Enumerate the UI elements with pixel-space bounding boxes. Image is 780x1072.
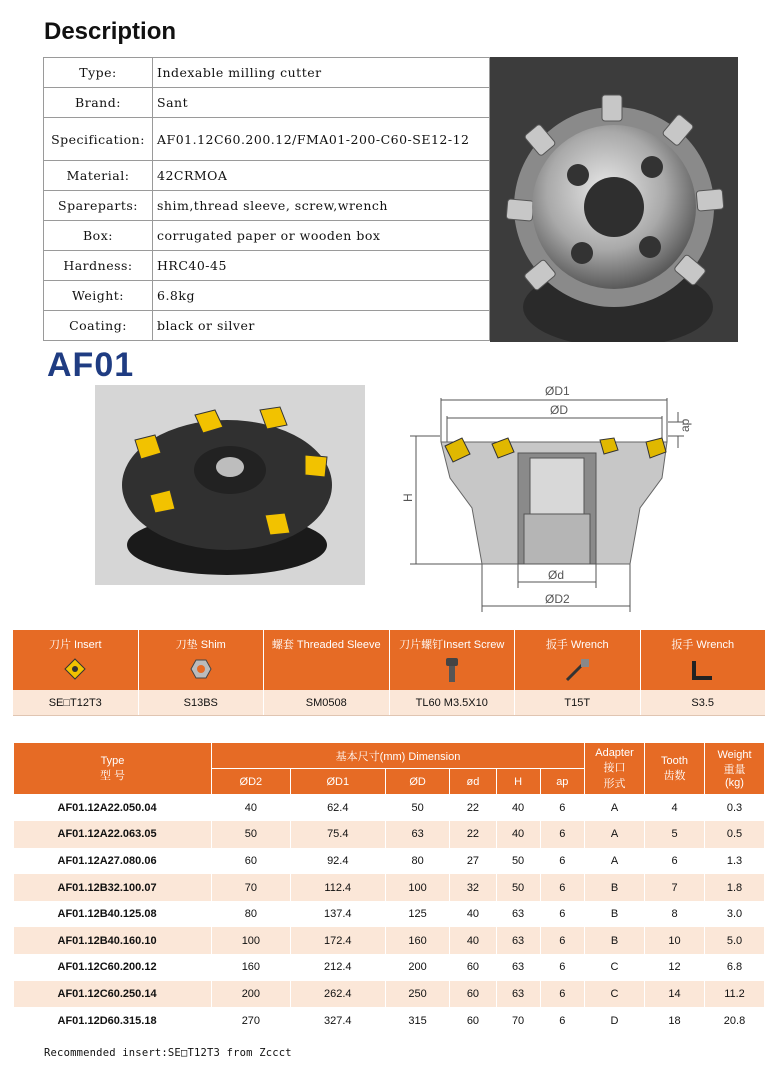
value-cell: 50 [212,821,291,848]
type-header [14,743,212,795]
type-cell: AF01.12C60.200.12 [14,954,212,981]
desc-key: Material: [44,161,153,191]
desc-value: corrugated paper or wooden box [153,221,490,251]
value-cell: 112.4 [290,874,385,901]
value-cell: A [585,848,645,875]
value-cell: 6 [645,848,705,875]
sub-header: ap [540,769,584,795]
value-cell: 270 [212,1007,291,1034]
adapter-header-cn1: 接口 [603,761,626,774]
value-cell: 70 [212,874,291,901]
desc-key: Brand: [44,88,153,118]
parts-header: 刀垫 Shim [175,639,226,651]
value-cell: 63 [496,954,540,981]
value-cell: D [585,1007,645,1034]
desc-key: Box: [44,221,153,251]
value-cell: B [585,927,645,954]
value-cell: A [585,821,645,848]
type-cell: AF01.12B40.125.08 [14,901,212,928]
desc-value: HRC40-45 [153,251,490,281]
desc-row [44,221,490,251]
desc-row [44,58,490,88]
value-cell: 40 [496,795,540,822]
value-cell: B [585,874,645,901]
type-cell: AF01.12A27.080.06 [14,848,212,875]
shim-icon [190,658,212,680]
table-row [14,954,765,981]
value-cell: 160 [385,927,450,954]
part-value: S13BS [139,690,265,715]
value-cell: 172.4 [290,927,385,954]
table-row [14,795,765,822]
value-cell: 20.8 [705,1007,765,1034]
type-cell: AF01.12B40.160.10 [14,927,212,954]
value-cell: 250 [385,981,450,1008]
value-cell: 6 [540,795,584,822]
value-cell: 327.4 [290,1007,385,1034]
desc-value: 6.8kg [153,281,490,311]
adapter-header [585,743,645,795]
value-cell: 5 [645,821,705,848]
label-small-d: Ød [548,568,565,582]
footnote: Recommended insert:SE□T12T3 from Zccct [44,1047,292,1059]
value-cell: A [585,795,645,822]
value-cell: 40 [450,927,496,954]
value-cell: 0.5 [705,821,765,848]
value-cell: 63 [496,901,540,928]
desc-row [44,118,490,161]
cutter-render-image [95,385,365,585]
value-cell: 12 [645,954,705,981]
tooth-header-cn: 齿数 [663,769,686,782]
table-row [14,901,765,928]
value-cell: 1.3 [705,848,765,875]
part-value: SM0508 [264,690,390,715]
weight-unit: (kg) [725,776,744,789]
value-cell: C [585,954,645,981]
value-cell: 6 [540,874,584,901]
desc-value: 42CRMOA [153,161,490,191]
value-cell: 6 [540,954,584,981]
spare-parts-table [13,630,765,716]
desc-row [44,191,490,221]
value-cell: 315 [385,1007,450,1034]
value-cell: 160 [212,954,291,981]
table-row [14,1007,765,1034]
value-cell: C [585,981,645,1008]
value-cell: 22 [450,821,496,848]
value-cell: 262.4 [290,981,385,1008]
value-cell: 125 [385,901,450,928]
desc-row [44,88,490,118]
parts-header: 扳手 Wrench [671,639,735,651]
label-ap: ap [678,418,692,432]
value-cell: 1.8 [705,874,765,901]
value-cell: 50 [385,795,450,822]
value-cell: 80 [212,901,291,928]
value-cell: 10 [645,927,705,954]
value-cell: 60 [450,954,496,981]
desc-value: Sant [153,88,490,118]
part-value: SE□T12T3 [13,690,139,715]
table-row [14,874,765,901]
parts-col-wrench-2 [641,630,766,690]
parts-col-sleeve [264,630,390,690]
type-cell: AF01.12C60.250.14 [14,981,212,1008]
value-cell: 40 [496,821,540,848]
value-cell: 6 [540,927,584,954]
value-cell: 137.4 [290,901,385,928]
label-h: H [401,493,415,502]
value-cell: 14 [645,981,705,1008]
value-cell: 7 [645,874,705,901]
value-cell: 4 [645,795,705,822]
value-cell: 18 [645,1007,705,1034]
value-cell: B [585,901,645,928]
value-cell: 6 [540,1007,584,1034]
desc-row [44,251,490,281]
sub-header: ØD2 [212,769,291,795]
type-cell: AF01.12A22.063.05 [14,821,212,848]
weight-header-en: Weight [717,748,752,761]
sub-header: ød [450,769,496,795]
parts-col-screw [390,630,516,690]
desc-key: Type: [44,58,153,88]
tooth-header [645,743,705,795]
label-d2: ØD2 [545,592,570,606]
value-cell: 60 [212,848,291,875]
value-cell: 40 [212,795,291,822]
parts-header: 螺套 Threaded Sleeve [271,639,381,651]
parts-header: 刀片螺钉Insert Screw [399,639,505,651]
value-cell: 6 [540,821,584,848]
value-cell: 32 [450,874,496,901]
value-cell: 200 [212,981,291,1008]
value-cell: 50 [496,848,540,875]
table-row [14,848,765,875]
value-cell: 8 [645,901,705,928]
desc-row [44,161,490,191]
desc-row [44,311,490,341]
value-cell: 63 [496,981,540,1008]
dimension-diagram [400,378,700,616]
value-cell: 6.8 [705,954,765,981]
desc-value: black or silver [153,311,490,341]
desc-key: Coating: [44,311,153,341]
value-cell: 60 [450,981,496,1008]
adapter-header-en: Adapter [595,746,634,759]
sub-header: ØD [385,769,450,795]
specification-table [13,742,765,1034]
value-cell: 62.4 [290,795,385,822]
value-cell: 27 [450,848,496,875]
dimension-header: 基本尺寸(mm) Dimension [212,743,585,769]
type-header-en: Type [100,754,125,767]
product-photo [490,57,738,342]
insert-icon [64,658,86,680]
parts-col-shim [139,630,265,690]
value-cell: 60 [450,1007,496,1034]
parts-header: 扳手 Wrench [545,639,609,651]
value-cell: 70 [496,1007,540,1034]
desc-row [44,281,490,311]
weight-header [705,743,765,795]
model-title: AF01 [47,346,135,384]
desc-value: Indexable milling cutter [153,58,490,88]
sub-header: ØD1 [290,769,385,795]
part-value: TL60 M3.5X10 [390,690,516,715]
part-value: S3.5 [691,697,715,709]
value-cell: 22 [450,795,496,822]
value-cell: 6 [540,981,584,1008]
torx-wrench-icon [563,658,591,682]
adapter-header-cn2: 形式 [603,777,626,790]
value-cell: 50 [496,874,540,901]
label-d1: ØD1 [545,384,570,398]
value-cell: 3.0 [705,901,765,928]
value-cell: 6 [540,848,584,875]
label-d: ØD [550,403,568,417]
type-header-cn: 型 号 [99,769,126,782]
table-row [14,821,765,848]
value-cell: 100 [212,927,291,954]
table-row [14,981,765,1008]
value-cell: 212.4 [290,954,385,981]
value-cell: 75.4 [290,821,385,848]
desc-key: Hardness: [44,251,153,281]
desc-value: shim,thread sleeve, screw,wrench [153,191,490,221]
screw-icon [444,658,460,684]
desc-key: Weight: [44,281,153,311]
desc-key: Spareparts: [44,191,153,221]
value-cell: 100 [385,874,450,901]
value-cell: 200 [385,954,450,981]
hex-wrench-icon [690,658,716,682]
weight-header-cn: 重量 [723,763,746,776]
value-cell: 11.2 [705,981,765,1008]
page-heading: Description [44,18,177,45]
desc-key: Specification: [44,118,153,161]
value-cell: 6 [540,901,584,928]
value-cell: 40 [450,901,496,928]
type-cell: AF01.12B32.100.07 [14,874,212,901]
description-table [43,57,490,341]
parts-header: 刀片 Insert [48,639,102,651]
value-cell: 63 [385,821,450,848]
table-row [14,927,765,954]
tooth-header-en: Tooth [661,754,688,767]
sub-header: H [496,769,540,795]
type-cell: AF01.12D60.315.18 [14,1007,212,1034]
part-value: T15T [515,690,641,715]
value-cell: 0.3 [705,795,765,822]
desc-value: AF01.12C60.200.12/FMA01-200-C60-SE12-12 [153,118,490,161]
parts-col-insert [13,630,139,690]
value-cell: 80 [385,848,450,875]
value-cell: 63 [496,927,540,954]
type-cell: AF01.12A22.050.04 [14,795,212,822]
value-cell: 5.0 [705,927,765,954]
value-cell: 92.4 [290,848,385,875]
parts-col-wrench-1 [515,630,641,690]
